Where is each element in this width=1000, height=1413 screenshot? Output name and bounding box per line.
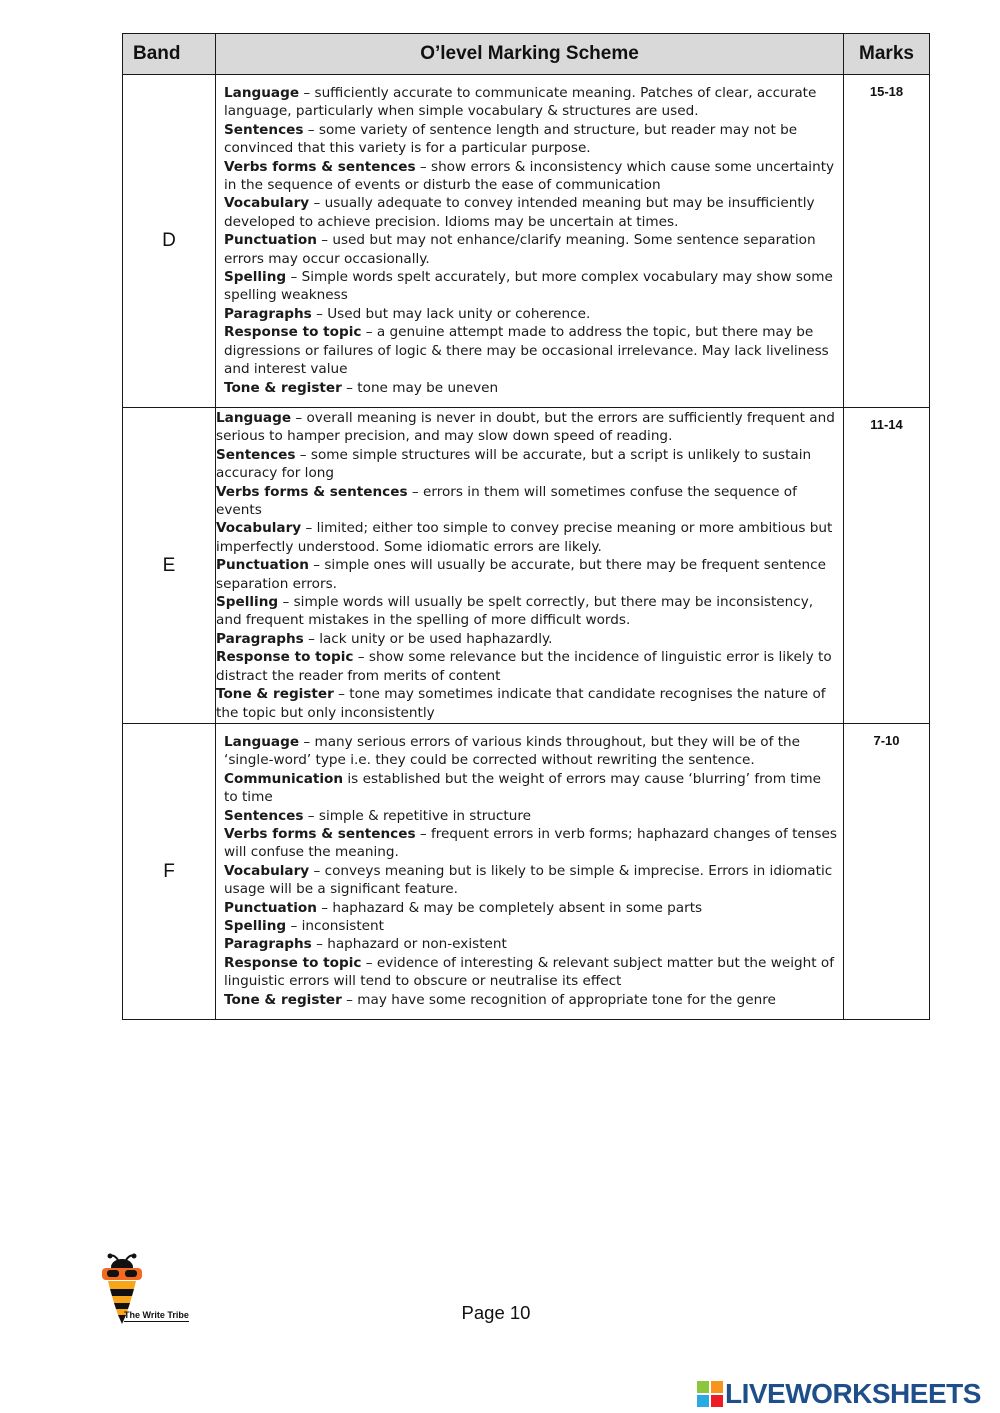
criterion: Vocabulary – conveys meaning but is likely to be simple & imprecise. Errors in idiomatic usage will be a significant feature.	[224, 862, 833, 898]
marks-column-header: Marks	[844, 34, 930, 75]
band-row	[123, 408, 930, 724]
criterion: Verbs forms & sentences – show errors & inconsistency which cause some uncertainty in the sequence of events or disturb the ease of communication	[224, 158, 835, 194]
criterion: Sentences – some simple structures will be accurate, but a script is unlikely to sustain accuracy for long	[216, 446, 812, 482]
criterion: Punctuation – haphazard & may be completely absent in some parts	[224, 899, 703, 916]
band-letter: D	[123, 75, 216, 408]
liveworksheets-logo-icon	[697, 1381, 723, 1407]
criterion: Language – many serious errors of various kinds throughout, but they will be of the ‘single-word’ type i.e. they could be corrected without rewriting the sentence.	[224, 734, 800, 769]
liveworksheets-text: LIVEWORKSHEETS	[725, 1378, 981, 1409]
criterion: Sentences – some variety of sentence length and structure, but reader may not be convinced that this variety is for a particular purpose.	[224, 121, 798, 157]
criteria-cell	[216, 75, 844, 408]
criterion: Paragraphs – haphazard or non-existent	[224, 936, 507, 953]
criterion: Language – overall meaning is never in doubt, but the errors are sufficiently frequent and serious to hamper precision, and may slow down speed of reading.	[216, 410, 835, 445]
marks-range: 11-14	[844, 408, 930, 724]
criterion: Tone & register – tone may be uneven	[224, 379, 499, 396]
criterion: Vocabulary – limited; either too simple to convey precise meaning or more ambitious but imperfectly understood. Some idiomatic errors are likely.	[216, 520, 833, 555]
criterion: Punctuation – simple ones will usually be accurate, but there may be frequent sentence separation errors.	[216, 557, 826, 592]
page-number: Page 10	[461, 1302, 531, 1323]
band-letter: E	[123, 408, 216, 724]
criterion: Spelling – inconsistent	[224, 918, 384, 935]
criterion: Response to topic – evidence of interesting & relevant subject matter but the weight of linguistic errors will tend to obscure or neutralise its effect	[224, 954, 834, 990]
criterion: Paragraphs – Used but may lack unity or coherence.	[224, 305, 591, 322]
liveworksheets-watermark[interactable]	[697, 1378, 981, 1410]
criteria-cell	[216, 408, 844, 724]
criterion: Language – sufficiently accurate to communicate meaning. Patches of clear, accurate language, particularly when simple vocabulary & structures are used.	[224, 85, 817, 120]
criterion: Verbs forms & sentences – frequent errors in verb forms; haphazard changes of tenses will confuse the meaning.	[224, 826, 837, 861]
table-header-row	[123, 34, 930, 75]
criterion: Communication is established but the weight of errors may cause ‘blurring’ from time to time	[224, 770, 822, 806]
marks-range: 15-18	[844, 75, 930, 408]
criteria-cell	[216, 724, 844, 1020]
marks-range: 7-10	[844, 724, 930, 1020]
band-letter: F	[123, 724, 216, 1020]
criterion: Spelling – simple words will usually be spelt correctly, but there may be inconsistency, and frequent mistakes in the spelling of more difficult words.	[216, 594, 814, 629]
criterion: Sentences – simple & repetitive in structure	[224, 807, 531, 824]
band-row	[123, 724, 930, 1020]
band-row	[123, 75, 930, 408]
criterion: Verbs forms & sentences – errors in them will sometimes confuse the sequence of events	[216, 483, 797, 519]
band-column-header: Band	[123, 34, 216, 75]
criterion: Vocabulary – usually adequate to convey intended meaning but may be insufficiently developed to achieve precision. Idioms may be uncertain at times.	[224, 195, 815, 230]
criterion: Tone & register – may have some recognition of appropriate tone for the genre	[224, 991, 776, 1008]
logo-text: The Write Tribe	[124, 1310, 189, 1320]
criterion: Paragraphs – lack unity or be used haphazardly.	[216, 630, 553, 647]
criterion: Spelling – Simple words spelt accurately, but more complex vocabulary may show some spelling weakness	[224, 269, 833, 304]
criterion: Response to topic – a genuine attempt made to address the topic, but there may be digressions or failures of logic & there may be occasional irrelevance. May lack liveliness and interest value	[224, 324, 829, 378]
marking-scheme-table	[122, 33, 930, 1020]
scheme-column-header: O’level Marking Scheme	[216, 34, 844, 75]
criterion: Tone & register – tone may sometimes indicate that candidate recognises the nature of the topic but only inconsistently	[216, 686, 826, 721]
criterion: Punctuation – used but may not enhance/clarify meaning. Some sentence separation errors may occur occasionally.	[224, 232, 816, 267]
criterion: Response to topic – show some relevance but the incidence of linguistic error is likely to distract the reader from merits of content	[216, 649, 832, 684]
